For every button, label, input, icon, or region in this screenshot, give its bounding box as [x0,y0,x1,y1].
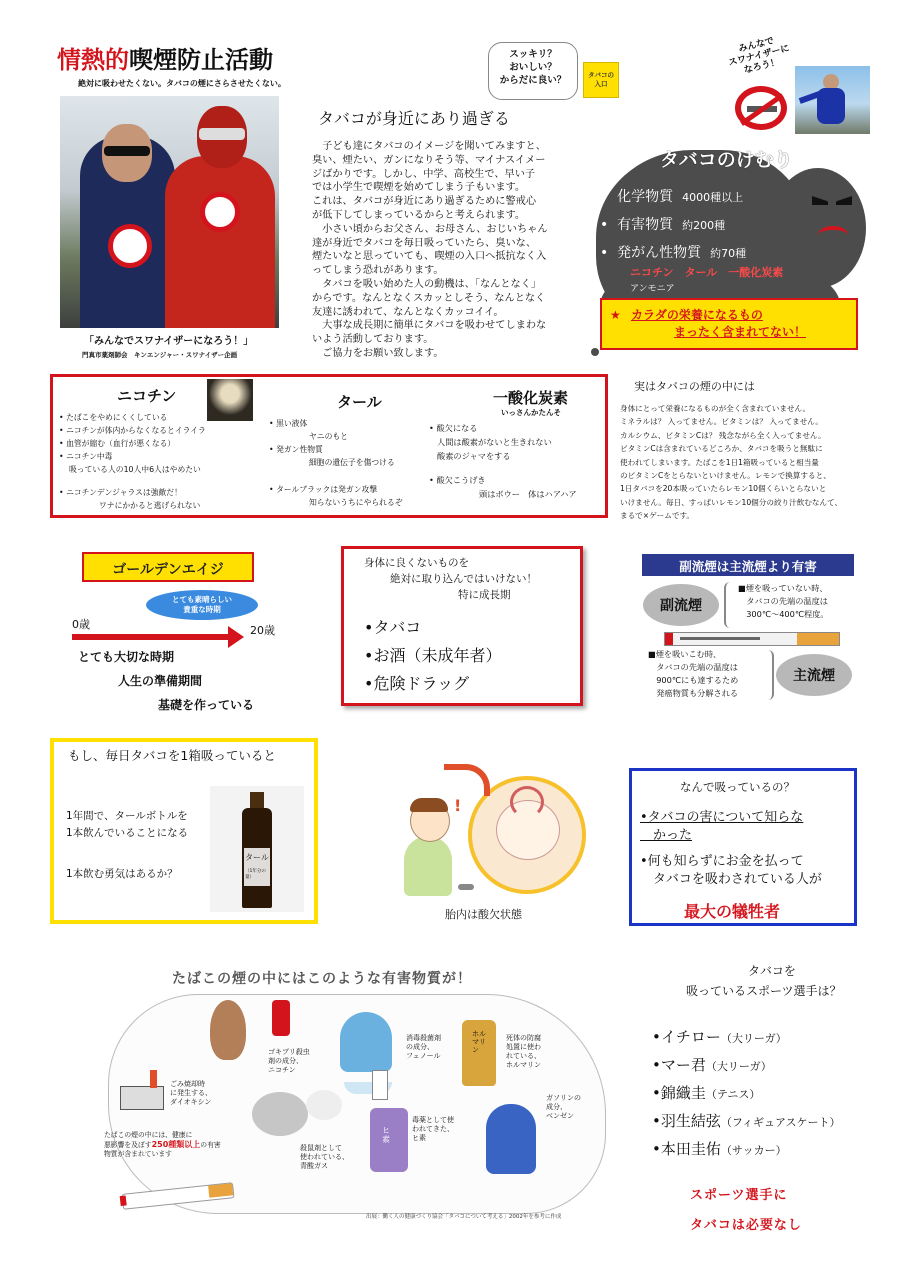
star-icon: ★ [610,308,621,322]
co-reading: いっさんかたんそ [501,408,561,417]
smoke-item-carcinogens: • 発がん性物質 約70種 [600,245,747,261]
nutrition-notice [600,298,858,350]
tar-list: • 黒い液体 ヤニのもと • 発ガン性物質 細胞の遺伝子を傷つける • タールブラックは発ガン攻撃 知らないうちにやられるぞ [269,419,403,507]
athlete-item: •羽生結弦（フィギュアスケート） [652,1112,841,1130]
phenol-bottle-icon [372,1070,388,1100]
fetus-illustration [380,756,600,904]
smoke-title: タバコのけむり [660,149,793,171]
why-bullet-2: •何も知らずにお金を払って タバコを吸わされている人が [640,854,822,887]
smoke-ammonia: アンモニア [630,284,675,294]
athletes-question-1: タバコを [748,964,796,978]
mainstream-label: 主流煙 [776,654,852,696]
co-title: 一酸化炭素 [493,389,569,407]
sidestream-label: 副流煙 [643,584,719,626]
cloud-face-mouth [818,226,848,244]
curved-arrow-icon [444,764,490,796]
athletes-list [652,1026,841,1166]
mainstream-text: ■煙を吸いこむ時、 タバコの先端の温度は 900℃にも達するため 発癌物質も分解される [648,649,739,698]
hero-left-glasses [104,146,150,156]
truth-body: 身体にとって栄養になるものが全く含まれていません。 ミネラルは？ 入ってません。ビタミンは？ 入ってません。 カルシウム、ビタミンCは？ 残念ながら全く入ってません。 ビタミンCは含まれているどころか、タバコを吸うと無駄に 使われてしまいます。たばこを1日1箱吸っていると相当量 のビタミンCをとらないといけません。レモンで換算すると、 1日タバコを20本吸っていたらレモン10個くらいとらないと いけません。毎日、すっぱいレモン10個分の絞り汁飲むなんて、 まるで×ゲームです。 [620,404,843,521]
cigarette-smoke-arrow [680,637,760,640]
co-list: • 酸欠になる 人間は酸素がないと生きれない 酸素のジャマをする • 酸欠こうげき 頭はボウー 体はハアハア [429,423,577,499]
label-phenol: 消毒殺菌剤 の成分、 フェノール [406,1034,441,1060]
sidestream-brace [724,582,734,628]
athletes-conclusion-1: スポーツ選手に [690,1188,788,1203]
hero-right-figure [165,156,275,328]
label-nicotine: ゴキブリ殺虫 剤の成分、 ニコチン [268,1048,310,1074]
golden-age-arrow [72,634,232,640]
sidestream-title: 副流煙は主流煙より有害 [642,554,854,576]
label-hcn: 殺鼠剤として 使われている、 青酸ガス [300,1144,349,1170]
tar-bottle-photo [210,786,304,912]
why-box [629,768,857,926]
label-dioxin: ごみ焼却時 に発生する、 ダイオキシン [170,1080,212,1106]
no-smoking-emblem-left [108,224,152,268]
why-title: なんで吸っているの？ [680,780,795,794]
danger-item-alcohol: •お酒（未成年者） [364,646,502,665]
formalin-bottle-label: ホルマリン [472,1030,486,1054]
fetus-caption: 胎内は酸欠状態 [445,908,522,921]
danger-item-drugs: •危険ドラッグ [364,674,470,693]
athletes-question-2: 吸っているスポーツ選手は？ [686,984,842,998]
umbilical-cord [510,786,544,818]
athletes-conclusion-2: タバコは必要なし [690,1218,802,1233]
golden-age-line-2: 人生の準備期間 [118,674,203,688]
golden-age-arrow-head [228,626,244,648]
rat-icon [252,1092,308,1136]
substances-box [50,374,608,518]
photo-credit: 門真市薬剤師会 キンエンジャー・スワナイザー企画 [82,351,238,359]
label-benzene: ガソリンの 成分、 ベンゼン [546,1094,581,1120]
daily-box [50,738,318,924]
swanaizer-caption: みんなで スワナイザーに なろう！ [727,36,791,76]
harmful-title: たばこの煙の中にはこのような有害物質が！ [172,971,472,987]
golden-age-bubble: とても素晴らしい 貴重な時期 [146,590,258,620]
formalin-bottle-icon [462,1020,496,1086]
athlete-item: •イチロー（大リーガ） [652,1028,787,1046]
athlete-item: •マー君（大リーガ） [652,1056,772,1074]
exclamation-icon: ! [454,796,462,815]
question-bubble: スッキリ？ おいしい？ からだに良い？ [488,42,578,100]
golden-age-line-1: とても大切な時期 [78,650,175,664]
truth-heading: 実はタバコの煙の中には [634,380,755,393]
intro-heading: タバコが身近にあり過ぎる [318,109,510,128]
nurse-icon [340,1012,392,1072]
hero-pose-photo [795,66,870,134]
nutrition-line-2: まったく含まれてない！ [674,325,807,339]
gas-worker-icon [486,1104,536,1174]
golden-age-end: 20歳 [250,624,275,637]
factory-icon [120,1070,164,1110]
hero-photo [60,96,279,328]
ashtray [458,884,474,890]
no-smoking-sign-icon [735,86,787,130]
title-black-part: 喫煙防止活動 [129,46,273,74]
gas-cloud-icon [306,1090,342,1120]
arsenic-bottle-icon [370,1108,408,1172]
harmful-source: 出展：働く人の健康づくり協会「タバコについて考える」2002年を参考に作成 [366,1214,562,1220]
label-formalin: 死体の防腐 処置に使わ れている、 ホルマリン [506,1034,541,1069]
why-bullet-1: •タバコの害について知らな かった [640,810,804,843]
page-subtitle: 絶対に吸わせたくない。タバコの煙にさらさせたくない。 [78,79,286,88]
no-smoking-emblem-right [200,192,240,232]
why-victim: 最大の犠牲者 [684,902,781,921]
daily-line-2: 1本飲む勇気はあるか？ [66,868,178,880]
spray-can-icon [272,1000,290,1036]
athlete-item: •本田圭佑（サッカー） [652,1140,787,1158]
danger-line-2: 絶対に取り込んではいけない！ [390,573,537,585]
smoke-item-list [600,186,746,262]
cloud-puff-small [591,348,599,356]
hero-right-mask [199,128,245,140]
daily-line-1: 1年間で、タールボトルを 1本飲んでいることになる [66,810,189,839]
photo-caption: 「みんなでスワナイザーになろう！」 [84,336,254,347]
nicotine-title: ニコチン [117,387,177,405]
skeleton-smoking-photo [207,379,253,421]
tar-bottle-label: タール [245,853,269,862]
tar-bottle-sublabel: （1年分の量） [245,869,266,880]
danger-line-3: 特に成長期 [458,589,511,601]
cockroach-icon [210,1000,246,1060]
danger-line-1: 身体に良くないものを [364,557,469,569]
page-title [57,40,273,75]
sidestream-text: ■煙を吸っていない時、 タバコの先端の温度は 300℃〜400℃程度。 [738,583,829,619]
danger-item-tobacco: •タバコ [364,618,422,637]
arsenic-bottle-label: ヒ素 [382,1126,390,1144]
cloud-face-eyes [812,196,854,210]
entrance-sign: タバコの 入口 [583,62,619,98]
athlete-item: •錦織圭（テニス） [652,1084,761,1102]
mother-hair [410,798,448,812]
tar-title: タール [337,393,382,411]
label-arsenic: 毒薬として使 われてきた、 ヒ素 [412,1116,454,1142]
smoke-item-chemicals: • 化学物質 4000種以上 [600,189,744,205]
danger-box [341,546,583,706]
golden-age-start: 0歳 [72,618,90,631]
intro-body: 子ども達にタバコのイメージを聞いてみますと、 臭い、煙たい、ガンになりそう等、マイナスイメー ジばかりです。しかし、中学、高校生で、早い子 では小学生で喫煙を始めてしまう子もいます。 これは、タバコが身近にあり過ぎるために警戒心 が低下してしまっているからと考えられます。 小さい頃からお父さん、お母さん、おじいちゃん 達が身近でタバコを毎日吸っていたら、臭いな、 煙たいなと思っていても、喫煙の入口へ抵抗なく入 ってしまう恐れがあります。 タバコを吸い始めた人の動機は、「なんとなく」 からです。なんとなくスカッとしそう、なんとなく 友達に誘われて、なんとなくカッコイイ。 大事な成長期に簡単にタバコを吸わせてしまわな いよう活動しております。 ご協力をお願い致します。 [312,141,548,359]
nicotine-list: • たばこをやめにくくしている • ニコチンが体内からなくなるとイライラ • 血管が縮む（血行が悪くなる） • ニコチン中毒 吸っている人の10人中6人はやめたい • ニコチンデンジャラスは強敵だ！ ワナにかかると逃げられない [59,413,206,510]
daily-title: もし、毎日タバコを1箱吸っていると [68,748,276,763]
smoke-item-harmful: • 有害物質 約200種 [600,217,726,233]
smoke-substances: ニコチン タール 一酸化炭素 [630,266,784,279]
nutrition-line-1: カラダの栄養になるもの [630,308,763,322]
harmful-notice: たばこの煙の中には、健康に 悪影響を及ぼす250種類以上の有害物質が含まれています [104,1131,221,1158]
mainstream-brace [764,650,774,700]
title-red-part: 情熱的 [57,46,129,74]
golden-age-line-3: 基礎を作っている [158,698,255,712]
mother-figure [404,836,452,896]
golden-age-title: ゴールデンエイジ [82,552,254,582]
